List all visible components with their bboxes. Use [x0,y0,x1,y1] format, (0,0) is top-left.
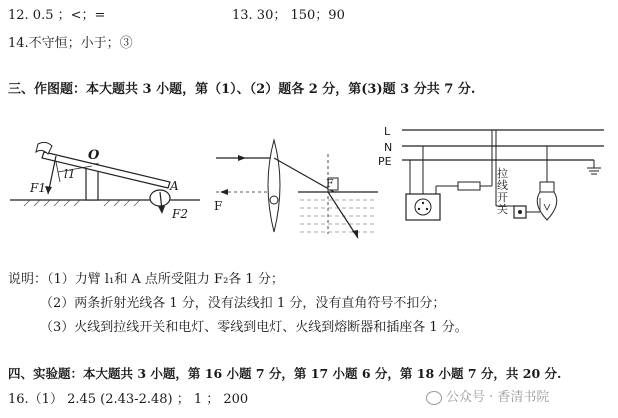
answer-16: 16.（1） 2.45 (2.43-2.48) ； 1 ； 200 [8,392,249,407]
answer-13: 13. 30； 150；90 [232,8,345,23]
lever-label-F1: F1 [30,181,46,195]
answer-12: 12. 0.5 ；<；= [8,8,106,23]
circuit-switch-label: 拉线开关 [497,167,508,216]
lever-label-O: O [88,148,100,163]
section3-heading: 三、作图题：本大题共 3 小题，第（1）、（2）题各 2 分，第(3)题 3 分共 7 分. [8,82,476,97]
watermark [426,386,549,405]
note-line-2: （2）两条折射光线各 1 分，没有法线扣 1 分，没有直角符号不扣分； [40,296,446,311]
lever-label-A: A [170,179,179,193]
circuit-label-L: L [384,125,391,138]
lever-label-l1: l1 [64,167,76,181]
lens-label-F-right: F [326,177,334,190]
note-line-1: 说明：（1）力臂 l₁和 A 点所受阻力 F₂各 1 分； [8,272,284,287]
lens-label-F-left: F [214,199,223,213]
note-line-3: （3）火线到拉线开关和电灯、零线到电灯、火线到熔断器和插座各 1 分。 [40,320,468,335]
answer-14: 14.不守恒；小于；③ [8,36,133,51]
figure-lens [208,134,378,244]
lever-label-F2: F2 [172,207,188,221]
section4-heading: 四、实验题：本大题共 3 小题，第 16 小题 7 分，第 17 小题 6 分，第 18 小题 7 分，共 20 分. [8,366,562,381]
watermark-text: 公众号 · 香清书院 [446,390,550,405]
circuit-label-PE: PE [378,155,392,168]
circuit-label-N: N [384,141,393,154]
wechat-icon [426,391,442,405]
